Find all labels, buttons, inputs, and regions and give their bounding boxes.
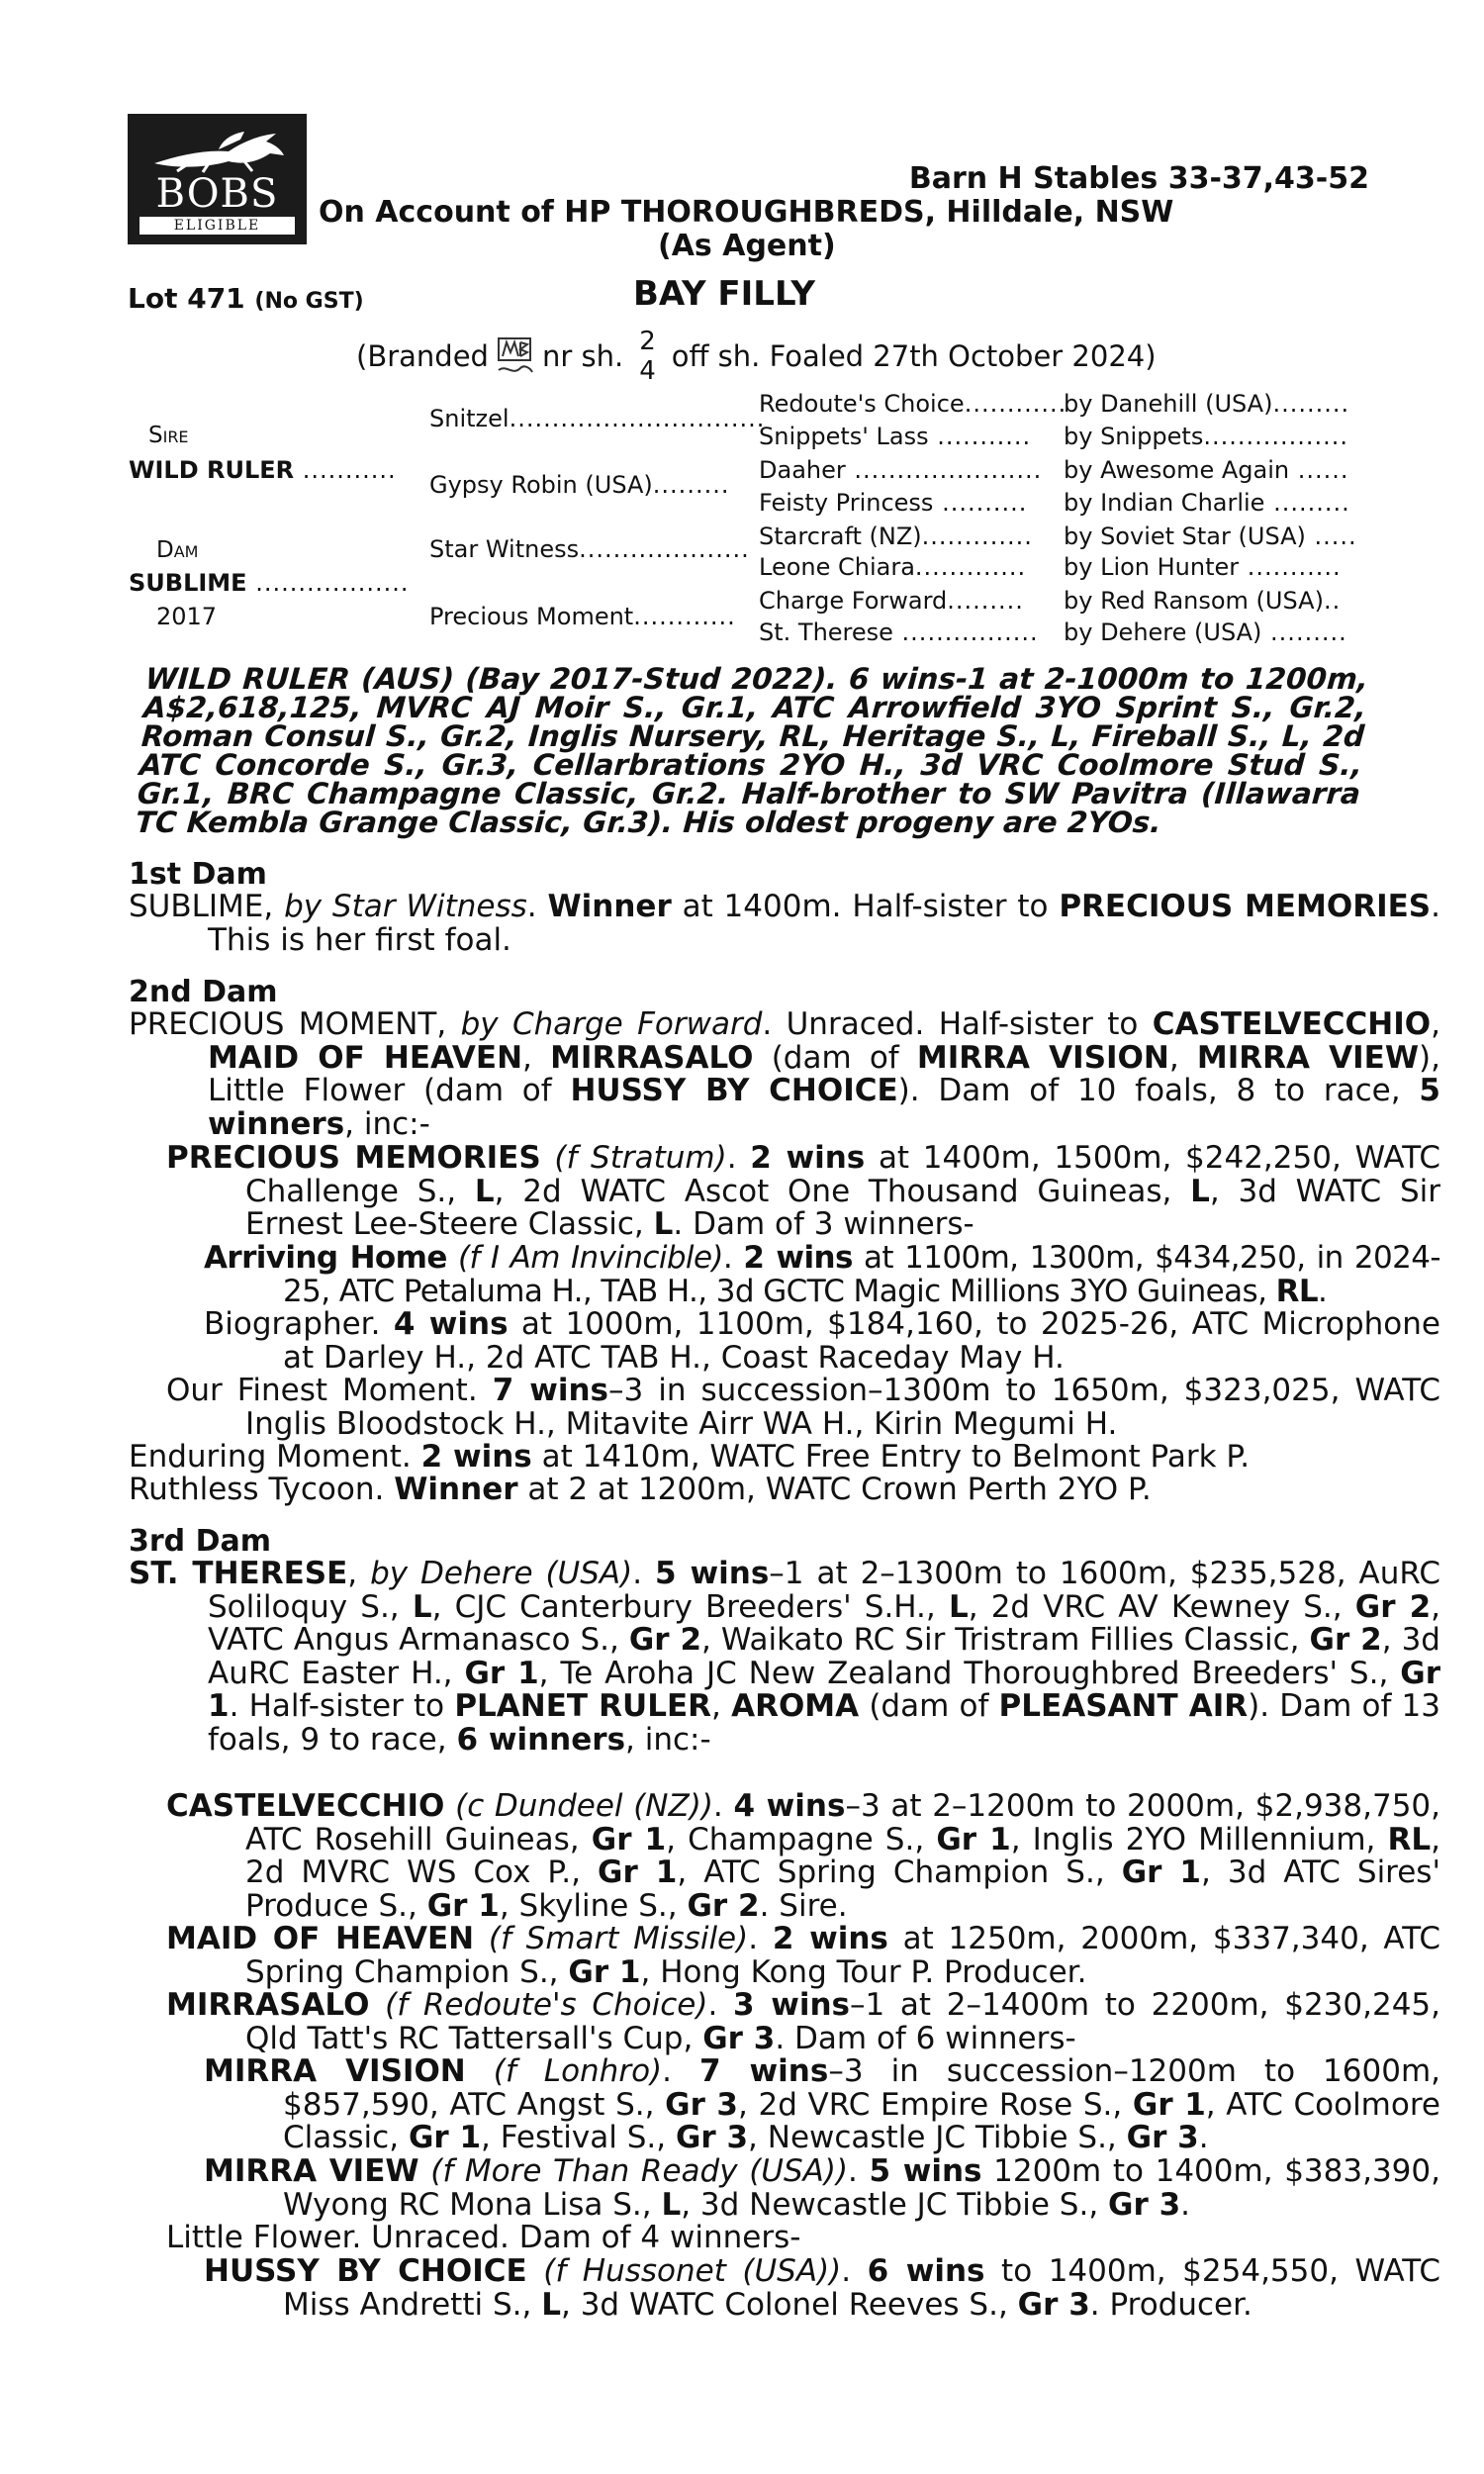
- progeny-text-2: , Hong Kong Tour P. Producer.: [640, 1953, 1087, 1990]
- progeny-sire: (f Lonhro): [493, 2053, 663, 2089]
- race-grade-1: Gr 1: [426, 1887, 500, 1924]
- third-dam-text-5: , Waikato RC Sir Tristram Fillies Classic,: [701, 1622, 1300, 1658]
- progeny-wins: 2 wins: [743, 1240, 853, 1276]
- progeny-text-3: , 3d WATC Sir Ernest Lee-Steere Classic,: [245, 1173, 1440, 1242]
- race-grade-1: Gr 1: [598, 1855, 678, 1890]
- progeny-name: Biographer.: [204, 1306, 381, 1342]
- progeny-text-2: , 2d WATC Ascot One Thousand Guineas,: [494, 1173, 1172, 1209]
- progeny-text-1: at 1410m, WATC Free Entry to Belmont Park P.: [541, 1439, 1251, 1475]
- first-dam-sibling: PRECIOUS MEMORIES: [1059, 889, 1432, 924]
- progeny-text-8: . Sire.: [759, 1887, 848, 1924]
- ped-g2-4: Starcraft (NZ).............: [759, 523, 1033, 550]
- second-dam-name: PRECIOUS MOMENT: [129, 1006, 437, 1042]
- second-dam-sire: by Charge Forward: [460, 1006, 763, 1042]
- third-dam-text-11: , inc:-: [625, 1721, 711, 1758]
- race-grade-1: Gr 1: [1121, 1855, 1201, 1890]
- ped-g2-0: Redoute's Choice............: [759, 390, 1067, 418]
- progeny-our-finest-moment: [166, 1375, 1440, 1441]
- third-dam-text-4: , VATC Angus Armanasco S.,: [208, 1588, 1441, 1658]
- race-grade-2: Gr 2: [1309, 1622, 1382, 1658]
- progeny-wins: 2 wins: [750, 1140, 866, 1176]
- progeny-text-1: at 1250m, 2000m, $337,340, ATC Spring Champion S.,: [245, 1921, 1440, 1990]
- third-dam-text-2: , CJC Canterbury Breeders' S.H.,: [431, 1588, 936, 1625]
- progeny-sire: (f Stratum): [554, 1140, 727, 1176]
- progeny-text-1: at 2 at 1200m, WATC Crown Perth 2YO P.: [527, 1472, 1152, 1507]
- bobs-eligible-logo: [128, 114, 307, 244]
- race-grade-listed: L: [541, 2286, 561, 2323]
- ped-g2-1: Snippets' Lass ...........: [759, 423, 1032, 450]
- progeny-name: Enduring Moment.: [129, 1439, 412, 1475]
- sire-label: Sire: [148, 423, 189, 448]
- vendor-account: On Account of HP THOROUGHBREDS, Hilldale, NSW: [319, 195, 1174, 230]
- race-grade-3: Gr 3: [1126, 2120, 1199, 2155]
- horse-sex-colour: BAY FILLY: [633, 274, 815, 314]
- progeny-wins: 7 wins: [699, 2053, 829, 2089]
- first-dam-winner: Winner: [547, 889, 672, 924]
- progeny-name: Our Finest Moment.: [166, 1373, 478, 1408]
- ped-g3-1-text: by Snippets: [1064, 423, 1204, 450]
- progeny-text-1: –3 at 2–1200m to 2000m, $2,938,750, ATC Rosehill Guineas,: [245, 1788, 1440, 1857]
- race-grade-listed: L: [1190, 1173, 1210, 1209]
- progeny-mirrasalo: MIRRASALO (f Redoute's Choice). 3 wins–1 at 2–1400m to 2200m, $230,245, Qld Tatt's RC Tattersall's Cup, Gr 3. Dam of 6 winners-: [166, 1987, 1441, 2056]
- progeny-enduring-moment: [129, 1441, 1361, 1475]
- lot-number: [128, 282, 364, 315]
- dam-name: SUBLIME ..................: [129, 569, 410, 597]
- ped-g1-1: Gypsy Robin (USA).........: [429, 471, 730, 499]
- second-dam-text-2: (dam of: [771, 1039, 899, 1076]
- progeny-text-3: . Producer.: [1089, 2286, 1252, 2323]
- progeny-text-6: .: [1198, 2120, 1209, 2155]
- brand-mark-icon: [495, 334, 536, 378]
- second-dam-paragraph: PRECIOUS MOMENT, by Charge Forward. Unraced. Half-sister to CASTELVECCHIO, MAID OF HEAVEN, MIRRASALO (dam of MIRRA VISION, MIRRA VIEW), Little Flower (dam of HUSSY BY CHOICE). Dam of 10 foals, 8 to race, 5 winners, inc:-: [129, 1006, 1440, 1142]
- progeny-text-2: , 3d WATC Colonel Reeves S.,: [560, 2286, 1008, 2323]
- second-dam-heading: 2nd Dam: [129, 975, 278, 1009]
- race-grade-restricted: RL: [1387, 1821, 1432, 1857]
- sire-name: WILD RULER ...........: [129, 456, 397, 484]
- second-dam-sib-6: HUSSY BY CHOICE: [570, 1073, 898, 1108]
- ped-g1-3: Precious Moment............: [429, 603, 736, 630]
- progeny-text-3: , Inglis 2YO Millennium,: [1010, 1821, 1376, 1857]
- first-dam-text: at 1400m. Half-sister to: [682, 889, 1049, 924]
- progeny-text-3: , ATC Coolmore Classic,: [283, 2086, 1440, 2155]
- race-grade-1: Gr 1: [591, 1821, 667, 1857]
- ped-g3-7-text: by Dehere (USA): [1064, 618, 1262, 646]
- ped-g1-0-text: Snitzel: [429, 405, 510, 432]
- race-grade-1: Gr 1: [1132, 2086, 1206, 2123]
- ped-g2-1-text: Snippets' Lass: [759, 423, 929, 450]
- progeny-text-2: , 3d Newcastle JC Tibbie S.,: [681, 2186, 1099, 2223]
- race-grade-2: Gr 2: [628, 1622, 702, 1658]
- progeny-name: PRECIOUS MEMORIES: [166, 1140, 541, 1176]
- progeny-text-1: at 1100m, 1300m, $434,250, in 2024-25, ATC Petaluma H., TAB H., 3d GCTC Magic Millions 3YO Guineas,: [283, 1240, 1440, 1309]
- progeny-text-3: .: [1180, 2186, 1191, 2223]
- ped-g3-7: by Dehere (USA) .........: [1064, 618, 1347, 646]
- progeny-name: MIRRASALO: [166, 1987, 370, 2023]
- second-dam-text-4: ). Dam of 10 foals, 8 to race,: [897, 1073, 1401, 1108]
- ped-g2-5-text: Leone Chiara: [759, 553, 915, 581]
- ped-g3-6: by Red Ransom (USA)..: [1064, 587, 1342, 615]
- dam-name-text: SUBLIME: [129, 569, 247, 597]
- second-dam-sib-2: MAID OF HEAVEN: [208, 1039, 523, 1076]
- brand-fraction-num: 2: [639, 327, 656, 356]
- brand-fraction: [639, 327, 656, 386]
- third-dam-sib-3: PLEASANT AIR: [998, 1688, 1249, 1724]
- ped-g1-0: Snitzel..............................: [429, 405, 766, 432]
- progeny-text-1: at 1400m, 1500m, $242,250, WATC Challenge S.,: [245, 1140, 1440, 1209]
- ped-g3-6-text: by Red Ransom (USA): [1064, 587, 1324, 615]
- progeny-text-4: , Festival S.,: [481, 2120, 667, 2155]
- race-grade-1: Gr 1: [208, 1655, 1440, 1724]
- progeny-wins: 4 wins: [393, 1306, 509, 1342]
- second-dam-sib-5: MIRRA VIEW: [1196, 1039, 1420, 1076]
- progeny-text-1: to 1400m, $254,550, WATC Miss Andretti S.,: [283, 2253, 1441, 2323]
- progeny-name: Arriving Home: [204, 1240, 447, 1276]
- brand-fraction-den: 4: [639, 356, 656, 386]
- ped-g2-7-text: St. Therese: [759, 618, 893, 646]
- progeny-sire: (f Hussonet (USA)): [543, 2253, 842, 2289]
- ped-g2-0-text: Redoute's Choice: [759, 390, 965, 418]
- progeny-text-4: . Dam of 3 winners-: [673, 1206, 974, 1242]
- race-grade-listed: L: [474, 1173, 495, 1209]
- progeny-text-1: at 1000m, 1100m, $184,160, to 2025-26, ATC Microphone at Darley H., 2d ATC TAB H., Coast Raceday May H.: [283, 1306, 1440, 1376]
- ped-g2-2-text: Daaher: [759, 456, 846, 484]
- progeny-sire: (f Smart Missile): [488, 1921, 749, 1956]
- second-dam-sib-3: MIRRASALO: [550, 1039, 754, 1076]
- progeny-name: Ruthless Tycoon.: [129, 1472, 385, 1507]
- ped-g3-1: by Snippets.................: [1064, 423, 1349, 450]
- sire-summary: WILD RULER (AUS) (Bay 2017-Stud 2022). 6 wins-1 at 2-1000m to 1200m, A$2,618,125, MVRC AJ Moir S., Gr.1, ATC Arrowfield 3YO Sprint S., Gr.2, Roman Consul S., Gr.2, Inglis Nursery, RL, Heritage S., L, Fireball S., L, 2d ATC Concorde S., Gr.3, Cellarbrations 2YO H., 3d VRC Coolmore Stud S., Gr.1, BRC Champagne Classic, Gr.2. Half-brother to SW Pavitra (Illawarra TC Kembla Grange Classic, Gr.3). His oldest progeny are 2YOs.: [134, 662, 1370, 839]
- progeny-sire: (f More Than Ready (USA)): [430, 2153, 849, 2189]
- brand-line: [356, 327, 1157, 386]
- progeny-arriving-home: Arriving Home (f I Am Invincible). 2 wins at 1100m, 1300m, $434,250, in 2024-25, ATC Petaluma H., TAB H., 3d GCTC Magic Millions 3YO Guineas, RL.: [204, 1240, 1440, 1309]
- progeny-wins: 6 wins: [867, 2253, 985, 2289]
- second-dam-sib-1: CASTELVECCHIO: [1152, 1006, 1432, 1042]
- progeny-text-6: , 3d ATC Sires' Produce S.,: [245, 1855, 1440, 1924]
- ped-g3-4: by Soviet Star (USA) .....: [1064, 523, 1357, 550]
- second-dam-text-5: , inc:-: [344, 1105, 430, 1142]
- ped-g3-0: by Danehill (USA).........: [1064, 390, 1350, 418]
- ped-g2-7: St. Therese ................: [759, 618, 1039, 646]
- progeny-name: MIRRA VIEW: [204, 2153, 419, 2189]
- progeny-biographer: [204, 1308, 1440, 1375]
- progeny-sire: (f I Am Invincible): [457, 1240, 723, 1276]
- progeny-text-1: 1200m to 1400m, $383,390, Wyong RC Mona Lisa S.,: [283, 2153, 1440, 2223]
- second-dam-winners: 5 winners: [208, 1073, 1440, 1142]
- progeny-hussy-by-choice: HUSSY BY CHOICE (f Hussonet (USA)). 6 wins to 1400m, $254,550, WATC Miss Andretti S., L, 3d WATC Colonel Reeves S., Gr 3. Producer.: [204, 2253, 1441, 2323]
- brand-near-side: nr sh.: [541, 339, 624, 373]
- second-dam-text-3: ), Little Flower (dam of: [208, 1039, 1440, 1108]
- gst-note: (No GST): [254, 289, 364, 314]
- first-dam-heading: 1st Dam: [129, 857, 267, 892]
- first-dam-paragraph: SUBLIME, by Star Witness. Winner at 1400m. Half-sister to PRECIOUS MEMORIES. This is her first foal.: [129, 889, 1440, 958]
- ped-g2-6: Charge Forward.........: [759, 587, 1024, 615]
- race-grade-3: Gr 3: [665, 2086, 739, 2123]
- progeny-wins: 2 wins: [772, 1921, 888, 1956]
- progeny-text-1: –1 at 2–1400m to 2200m, $230,245, Qld Tatt's RC Tattersall's Cup,: [245, 1987, 1441, 2056]
- dam-year: 2017: [156, 603, 218, 630]
- sire-name-text: WILD RULER: [129, 456, 295, 484]
- race-grade-listed: L: [412, 1588, 432, 1625]
- third-dam-sib-2: AROMA: [731, 1688, 860, 1724]
- horse-rider-icon: [149, 126, 288, 173]
- third-dam-heading: 3rd Dam: [129, 1524, 271, 1559]
- progeny-text-5: , ATC Spring Champion S.,: [677, 1855, 1105, 1890]
- race-grade-3: Gr 3: [675, 2120, 749, 2155]
- third-dam-name: ST. THERESE: [129, 1556, 348, 1591]
- second-dam-text-1: . Unraced. Half-sister to: [762, 1006, 1139, 1042]
- dam-label: Dam: [156, 537, 199, 563]
- ped-g2-3: Feisty Princess ..........: [759, 489, 1028, 517]
- first-dam-text-2: . This is her first foal.: [208, 889, 1440, 958]
- progeny-castelvecchio: CASTELVECCHIO (c Dundeel (NZ)). 4 wins–3 at 2–1200m to 2000m, $2,938,750, ATC Rosehill Guineas, Gr 1, Champagne S., Gr 1, Inglis 2YO Millennium, RL, 2d MVRC WS Cox P., Gr 1, ATC Spring Champion S., Gr 1, 3d ATC Sires' Produce S., Gr 1, Skyline S., Gr 2. Sire.: [166, 1788, 1440, 1924]
- progeny-wins: Winner: [394, 1472, 518, 1507]
- third-dam-sire: by Dehere (USA): [370, 1556, 633, 1591]
- race-grade-2: Gr 2: [687, 1887, 760, 1924]
- third-dam-wins: 5 wins: [655, 1556, 770, 1591]
- progeny-sire: (f Redoute's Choice): [385, 1987, 708, 2023]
- race-grade-2: Gr 2: [1354, 1588, 1432, 1625]
- brand-off-side-foaled: off sh. Foaled 27th October 2024): [671, 339, 1157, 373]
- race-grade-listed: L: [653, 1206, 674, 1242]
- first-dam-name: SUBLIME: [129, 889, 264, 924]
- ped-g3-5-text: by Lion Hunter: [1064, 553, 1240, 581]
- third-dam-text-1: –1 at 2–1300m to 1600m, $235,528, AuRC Soliloquy S.,: [208, 1556, 1440, 1625]
- third-dam-winners: 6 winners: [456, 1721, 626, 1758]
- progeny-wins: 3 wins: [733, 1987, 850, 2023]
- race-grade-1: Gr 1: [464, 1655, 539, 1691]
- progeny-text-2: , Champagne S.,: [666, 1821, 925, 1857]
- ped-g3-3-text: by Indian Charlie: [1064, 489, 1265, 517]
- progeny-text-1: –3 in succession–1300m to 1650m, $323,025, WATC Inglis Bloodstock H., Mitavite Airr WA H., Kirin Megumi H.: [245, 1373, 1440, 1442]
- progeny-precious-memories: PRECIOUS MEMORIES (f Stratum). 2 wins at 1400m, 1500m, $242,250, WATC Challenge S., L, 2d WATC Ascot One Thousand Guineas, L, 3d WATC Sir Ernest Lee-Steere Classic, L. Dam of 3 winners-: [166, 1140, 1440, 1242]
- lot-label: Lot 471: [128, 282, 245, 315]
- third-dam-text-10: ). Dam of 13 foals, 9 to race,: [208, 1688, 1441, 1758]
- progeny-mirra-view: MIRRA VIEW (f More Than Ready (USA)). 5 wins 1200m to 1400m, $383,390, Wyong RC Mona Lisa S., L, 3d Newcastle JC Tibbie S., Gr 3.: [204, 2153, 1440, 2223]
- race-grade-3: Gr 3: [1108, 2186, 1181, 2223]
- ped-g3-3: by Indian Charlie .........: [1064, 489, 1350, 517]
- ped-g1-3-text: Precious Moment: [429, 603, 634, 630]
- ped-g1-2-text: Star Witness: [429, 535, 580, 563]
- first-dam-sire: by Star Witness: [284, 889, 527, 924]
- race-grade-listed: L: [661, 2186, 682, 2223]
- brand-prefix: (Branded: [356, 339, 489, 373]
- progeny-sire: (c Dundeel (NZ)): [455, 1788, 713, 1824]
- vendor-agent: (As Agent): [658, 229, 836, 263]
- progeny-ruthless-tycoon: [129, 1474, 1361, 1507]
- race-grade-1: Gr 1: [568, 1953, 641, 1990]
- progeny-text-5: , Newcastle JC Tibbie S.,: [748, 2120, 1117, 2155]
- progeny-maid-of-heaven: MAID OF HEAVEN (f Smart Missile). 2 wins at 1250m, 2000m, $337,340, ATC Spring Champion S., Gr 1, Hong Kong Tour P. Producer.: [166, 1921, 1440, 1990]
- third-dam-text-8: . Half-sister to: [229, 1688, 445, 1724]
- third-dam-paragraph: ST. THERESE, by Dehere (USA). 5 wins–1 at 2–1300m to 1600m, $235,528, AuRC Soliloquy S., L, CJC Canterbury Breeders' S.H., L, 2d VRC AV Kewney S., Gr 2, VATC Angus Armanasco S., Gr 2, Waikato RC Sir Tristram Fillies Classic, Gr 2, 3d AuRC Easter H., Gr 1, Te Aroha JC New Zealand Thoroughbred Breeders' S., Gr 1. Half-sister to PLANET RULER, AROMA (dam of PLEASANT AIR). Dam of 13 foals, 9 to race, 6 winners, inc:-: [129, 1556, 1441, 1758]
- third-dam-text-6: , 3d AuRC Easter H.,: [208, 1622, 1440, 1691]
- progeny-mirra-vision: MIRRA VISION (f Lonhro). 7 wins–3 in succession–1200m to 1600m, $857,590, ATC Angst S., Gr 3, 2d VRC Empire Rose S., Gr 1, ATC Coolmore Classic, Gr 1, Festival S., Gr 3, Newcastle JC Tibbie S., Gr 3.: [204, 2053, 1441, 2155]
- progeny-little-flower: Little Flower. Unraced. Dam of 4 winners-: [166, 2220, 801, 2255]
- race-grade-3: Gr 3: [702, 2020, 776, 2056]
- third-dam-text-3: , 2d VRC AV Kewney S.,: [968, 1588, 1343, 1625]
- third-dam-text-7: , Te Aroha JC New Zealand Thoroughbred Breeders' S.,: [538, 1655, 1389, 1691]
- second-dam-sib-4: MIRRA VISION: [916, 1039, 1169, 1076]
- race-grade-1: Gr 1: [936, 1821, 1011, 1857]
- ped-g3-4-text: by Soviet Star (USA): [1064, 523, 1306, 550]
- progeny-text-1: –3 in succession–1200m to 1600m, $857,590, ATC Angst S.,: [283, 2053, 1441, 2123]
- progeny-wins: 2 wins: [420, 1439, 532, 1475]
- race-grade-restricted: RL: [1275, 1273, 1319, 1309]
- ped-g3-2: by Awesome Again ......: [1064, 456, 1349, 484]
- ped-g3-0-text: by Danehill (USA): [1064, 390, 1273, 418]
- progeny-name: HUSSY BY CHOICE: [204, 2253, 527, 2289]
- ped-g3-5: by Lion Hunter ...........: [1064, 553, 1342, 581]
- ped-g3-2-text: by Awesome Again: [1064, 456, 1290, 484]
- progeny-name: CASTELVECCHIO: [166, 1788, 445, 1824]
- progeny-wins: 5 wins: [869, 2153, 982, 2189]
- progeny-text-7: , Skyline S.,: [499, 1887, 678, 1924]
- progeny-text-4: , 2d MVRC WS Cox P.,: [245, 1821, 1440, 1890]
- race-grade-1: Gr 1: [408, 2120, 482, 2155]
- logo-main-text: BOBS: [155, 171, 279, 217]
- progeny-wins: 4 wins: [733, 1788, 846, 1824]
- progeny-name: MIRRA VISION: [204, 2053, 466, 2089]
- third-dam-text-9: (dam of: [869, 1688, 989, 1724]
- ped-g2-4-text: Starcraft (NZ): [759, 523, 922, 550]
- ped-g2-5: Leone Chiara.............: [759, 553, 1027, 581]
- progeny-text-2: . Dam of 6 winners-: [775, 2020, 1076, 2056]
- third-dam-sib-1: PLANET RULER: [454, 1688, 712, 1724]
- ped-g1-1-text: Gypsy Robin (USA): [429, 471, 653, 499]
- logo-sub-text: ELIGIBLE: [139, 217, 295, 235]
- ped-g2-2: Daaher ......................: [759, 456, 1043, 484]
- race-grade-3: Gr 3: [1017, 2286, 1090, 2323]
- ped-g2-6-text: Charge Forward: [759, 587, 948, 615]
- progeny-wins: 7 wins: [492, 1373, 608, 1408]
- race-grade-listed: L: [948, 1588, 969, 1625]
- barn-stables: Barn H Stables 33-37,43-52: [908, 161, 1369, 196]
- ped-g2-3-text: Feisty Princess: [759, 489, 934, 517]
- progeny-text-2: .: [1318, 1273, 1328, 1309]
- progeny-name: MAID OF HEAVEN: [166, 1921, 475, 1956]
- progeny-text-2: , 2d VRC Empire Rose S.,: [738, 2086, 1123, 2123]
- ped-g1-2: Star Witness....................: [429, 535, 750, 563]
